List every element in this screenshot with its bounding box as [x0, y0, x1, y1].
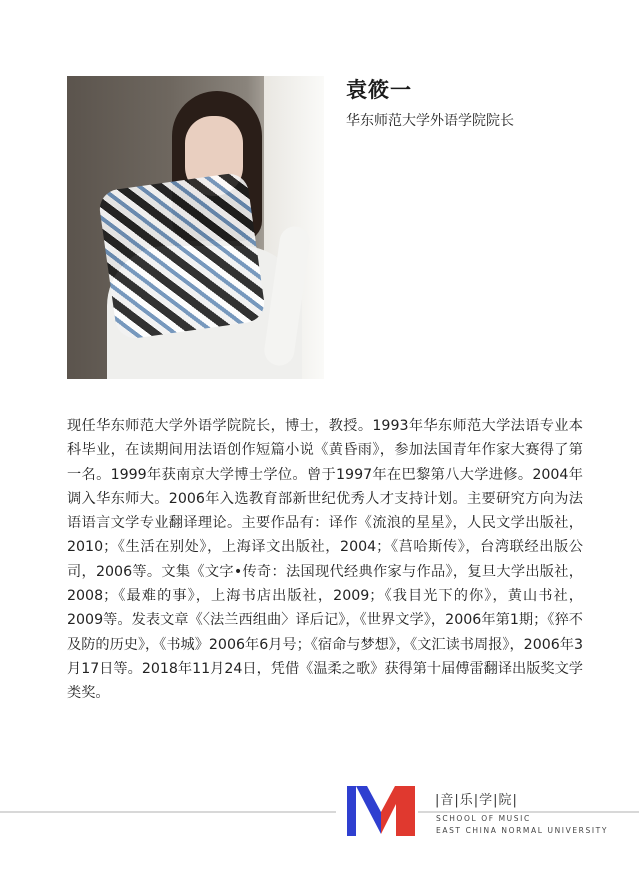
profile-name: 袁筱一: [346, 78, 412, 102]
school-logo-icon: [347, 786, 415, 836]
footer-divider-left: [0, 811, 336, 813]
portrait-photo: [67, 76, 324, 379]
school-name-en-line2: EAST CHINA NORMAL UNIVERSITY: [436, 826, 609, 835]
school-name-en-line1: SCHOOL OF MUSIC: [436, 814, 531, 823]
profile-title: 华东师范大学外语学院院长: [346, 113, 514, 129]
footer-divider-right: [418, 811, 639, 813]
school-name-cn: |音|乐|学|院|: [435, 793, 518, 808]
biography-text: 现任华东师范大学外语学院院长，博士，教授。1993年华东师范大学法语专业本科毕业，在读期间用法语创作短篇小说《黄昏雨》，参加法国青年作家大赛得了第一名。1999年获南京大学博士学位。曾于1997年在巴黎第八大学进修。2004年调入华东师大。2006年入选教育部新世纪优秀人才支持计划。主要研究方向为法语语言文学专业翻译理论。主要作品有：译作《流浪的星星》，人民文学出版社，2010；《生活在别处》，上海译文出版社，2004；《莒哈斯传》，台湾联经出版公司，2006等。文集《文字•传奇：法国现代经典作家与作品》，复旦大学出版社，2008；《最难的事》，上海书店出版社，2009；《我目光下的你》，黄山书社，2009等。发表文章《〈法兰西组曲〉译后记》，《世界文学》，2006年第1期；《猝不及防的历史》，《书城》2006年6月号；《宿命与梦想》，《文汇读书周报》，2006年3月17日等。2018年11月24日，凭借《温柔之歌》获得第十届傅雷翻译出版奖文学类奖。: [67, 418, 583, 702]
